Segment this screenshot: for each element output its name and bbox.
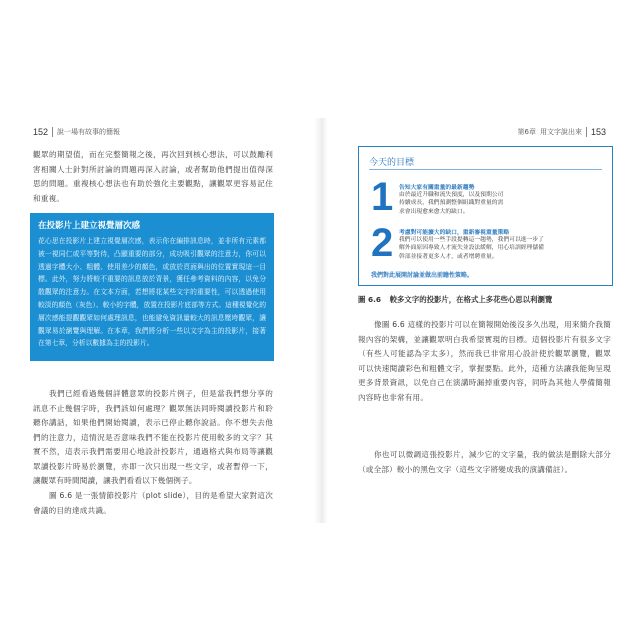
item-number-1: 1 <box>371 175 394 219</box>
figure-title: 今天的目標 <box>369 158 415 168</box>
header-divider <box>586 127 587 137</box>
sidebar-box <box>30 213 274 361</box>
sidebar-body: 花心思在投影片上建立視覺層次感，表示你在編排訊息時，並非所有元素都被一視同仁或平等對待，凸顯重要的部分，成功吸引觀眾的注意力，你可以透過字體大小、粗體、使用差少的顏色，或放於頁面與出的位置實現這一目標。此外，努力將較不重要的訊息放於背景，獲任參考資料的內容，以免分散觀眾的注意力。在文本方面，若想將花某些文字的重要性，可以透過使用較淡的顏色（灰色）、較小的字體，放置在投影片底部等方式。這種視覺化的層次感能提觀觀眾如何處理訊息，也能避免資訊量較大的訊息壓垮觀眾，讓觀眾易於瀏覽與理解。在本章，我們將分析一些以文字為主的投影片，接著在第七章，分析以數據為主的投影片。 <box>38 237 266 348</box>
item-body-2: 我們可以使用一些手段提轉這一趨勢，我們可以進一步了解外面原因專致人才流失並設法緩解，用心培訓經理儲備幹部並接著更多人才，或者增聘重量。 <box>399 237 544 260</box>
left-bottom-paragraph-2: 圖 6.6 是一張情節投影片（plot slide），目的是希望大家對這次會議的目的達成共識。 <box>33 491 273 515</box>
page-number-left: 152 <box>33 127 49 137</box>
figure-caption <box>358 294 552 305</box>
chapter-title: 用文字說出來 <box>539 128 582 136</box>
item-body-1: 由於最近升職和流失預度，以及預期公司持續成長，我們預測整個組織對重量的需求會出現愈來愈大的缺口。 <box>399 192 504 215</box>
caption-label: 圖 6.6 <box>358 295 382 304</box>
item-number-2: 2 <box>371 221 394 265</box>
figure-slide <box>358 146 613 286</box>
page-header-right <box>518 127 607 137</box>
figure-footer: 我們對此展開討論並做出前瞻性策略。 <box>371 272 474 279</box>
item-heading-1: 告知大家有關重量的最新趨勢 <box>399 185 475 191</box>
book-title: 說一場有故事的簡報 <box>57 128 121 136</box>
right-paragraph-1: 像圖 6.6 這樣的投影片可以在簡報開始後沒多久出現，用來簡介我簡報內容的架構，並讓觀眾明白我希望實現的目標。這個投影片有很多文字（有些人可能認為字太多），然而我已非常用心設計使於觀眾瀏覽，觀眾可以快速閱讀彩色和粗體文字，掌握要點。此外，這種方法讓我能夠呈現更多背景資訊，以免自己在演講時漏掉重要內容，同時為其他人學備簡報內容時也非常有用。 <box>358 320 611 402</box>
right-paragraph-2: 你也可以微調這張投影片，減少它的文字量，我的做法是刪除大部分（或全部）較小的黑色文字（這些文字將變成我的演講備註）。 <box>358 450 611 474</box>
header-divider <box>52 127 53 137</box>
page-header-left <box>33 127 120 137</box>
left-bottom-paragraph-1: 我們已經看過幾個詳體意眾的投影片例子，但是當我們想分享的訊息不止幾個字時，我們該如何處理？觀眾無法同時閱讀投影片和聆聽你講話，如果他們開始閱讀，表示已停止聽你說話。你不想失去他們的注意力，這情況是否意味我們不能在投影片使用較多的文字？其實不然，這表示我們需要用心地設計投影片，通過格式與布局等讓觀眾讀投影片時易於瀏覽，亦即一次只出現一些文字，或者暫停一下，讓觀眾有時間閱讀，讓我們看看以下幾個例子。 <box>33 389 273 485</box>
chapter-number: 第6章 <box>517 128 536 136</box>
left-top-paragraph: 觀眾的期望值，而在完整簡報之後，再次回到核心想法，可以鼓勵利害相關人士針對所討論的問題再深入討論，或者幫助他們提出值得深思的問題。重複核心想法也有助於強化主要觀點，讓觀眾更容易記住和重複。 <box>33 150 273 203</box>
page-number-right: 153 <box>590 127 606 137</box>
sidebar-title: 在投影片上建立視覺層次感 <box>38 221 141 231</box>
caption-text: 較多文字的投影片，在格式上多花些心思以利瀏覽 <box>389 295 553 304</box>
figure-divider <box>369 169 602 170</box>
item-heading-2: 考慮對可能擴大的缺口，重新審視重量策略 <box>399 230 510 236</box>
book-gutter <box>314 118 328 523</box>
